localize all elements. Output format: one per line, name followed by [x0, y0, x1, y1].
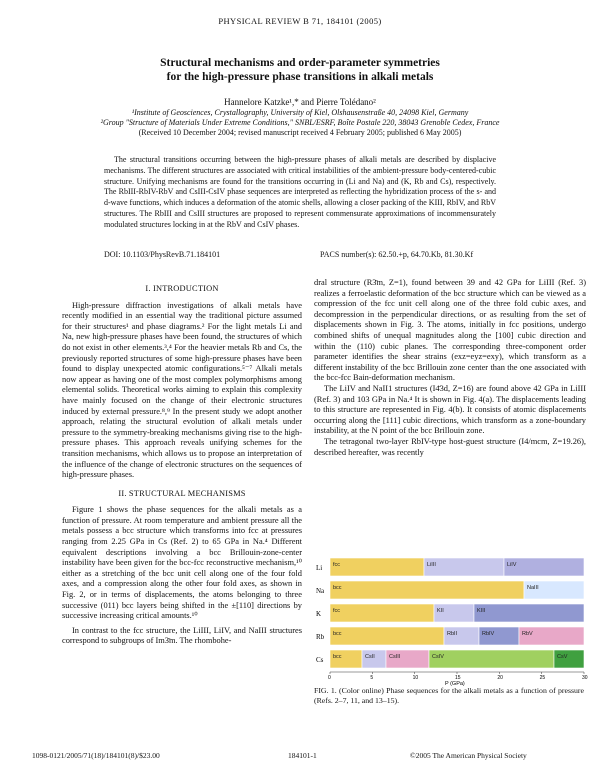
phase-label: KIII — [477, 608, 486, 614]
affiliation-2: ²Group "Structure of Materials Under Extreme Conditions," SNBL/ESRF, Boîte Postale 220, 38043 Grenoble Cedex, France — [100, 118, 500, 127]
phase-label: bcc — [333, 585, 342, 591]
section-heading-structural-mechanisms: II. STRUCTURAL MECHANISMS — [118, 488, 246, 498]
phase-bar — [330, 581, 524, 599]
title-line-2: for the high-pressure phase transitions in alkali metals — [166, 71, 434, 83]
authors: Hannelore Katzke¹,* and Pierre Tolédano² — [224, 97, 376, 107]
phase-label: bcc — [333, 654, 342, 660]
phase-label: CsII — [365, 654, 375, 660]
paragraph: dral structure (R3̄m, Z=1), found between 39 and 42 GPa for LiIII (Ref. 3) realizes a ferroelastic deformation of the bcc structure which can be viewed as a compression of the fcc unit cell along one of the three fold cubic axes, and decompression in the perpendicular directions, or as resulting from the set of displacements shown in Fig. 3. The atoms, initially in fcc positions, undergo combined shifts of unequal magnitudes along the [100] cubic direction and within the (110) cubic planes. The corresponding three-component order parameter identifies the shear strains (exz=eyz=exy), which transform as a different instability of the bcc Brillouin zone center than the one associated with the bcc-fcc Bain-deformation mechanism. — [314, 278, 586, 383]
right-column — [314, 278, 586, 458]
row-label: Li — [316, 564, 323, 572]
paragraph: In contrast to the fcc structure, the LiIII, LiIV, and NaIII structures correspond to subgroups of Im3̄m. The rhombohe- — [62, 625, 302, 646]
footer-copyright: ©2005 The American Physical Society — [410, 751, 527, 760]
paragraph: Figure 1 shows the phase sequences for the alkali metals as a function of pressure. At room temperature and ambient pressure all the metals possess a bcc structure which transforms into fcc at pressures ranging from 2.25 GPa in Cs (Ref. 2) to 65 GPa in Na.⁴ Different equivalent descriptions involving a bcc Brillouin-zone-center instability have been given for the bcc-fcc reconstructive mechanism,¹⁰ either as a stretching of the bcc unit cell along one of the four fold axes, and a compression along the other four fold axes, as shown in Fig. 2, or in terms of displacements, the atoms belonging to three successive (011) bcc layers being shifted in the ±[110] directions by successive increasing critical amounts.¹⁰ — [62, 505, 302, 621]
doi[interactable]: DOI: 10.1103/PhysRevB.71.184101 — [104, 250, 221, 259]
phase-bar — [330, 604, 434, 622]
title-line-1: Structural mechanisms and order-parameter symmetries — [160, 57, 440, 69]
figure-1-phase-diagram — [314, 552, 588, 687]
phase-label: CsIV — [432, 654, 444, 660]
phase-label: RbII — [447, 631, 458, 637]
phase-bar — [429, 650, 554, 668]
section-heading-introduction: I. INTRODUCTION — [145, 284, 219, 293]
phase-label: LiIV — [507, 562, 517, 568]
x-axis-label: P (GPa) — [445, 681, 465, 687]
phase-label: CsIII — [389, 654, 401, 660]
paragraph: The LiIV and NaII1 structures (I4̄3d, Z=16) are found above 42 GPa in LiIII (Ref. 3) and 103 GPa in Na.⁴ It is shown in Fig. 4(a). The displacements leading to this structure are represented in Fig. 4(b). It consists of atomic displacements occurring along the [111] cubic directions, which transform as a zone-boundary instability, at the N point of the bcc Brillouin zone. — [314, 383, 586, 436]
affiliation-1: ¹Institute of Geosciences, Crystallography, University of Kiel, Olshausenstraße 40, 24098 Kiel, Germany — [131, 108, 469, 117]
x-tick-label: 30 — [582, 675, 588, 681]
figure-1-caption: FIG. 1. (Color online) Phase sequences for the alkali metals as a function of pressure (Refs. 2–7, 11, and 13–15). — [314, 686, 584, 705]
phase-label: LiIII — [427, 562, 436, 568]
footer-page-number: 184101-1 — [288, 751, 317, 760]
row-label: Cs — [316, 656, 324, 664]
phase-label: NaIII — [527, 585, 539, 591]
phase-bar — [330, 627, 444, 645]
phase-label: KII — [437, 608, 444, 614]
row-label: Rb — [316, 633, 325, 641]
phase-label: fcc — [333, 562, 341, 568]
paragraph: The tetragonal two-layer RbIV-type host-guest structure (I4/mcm, Z=19.26), described hereafter, was recently — [314, 436, 586, 457]
left-column — [62, 278, 302, 647]
phase-label: CsV — [557, 654, 568, 660]
received-dates: (Received 10 December 2004; revised manuscript received 4 February 2005; published 6 May 2005) — [138, 128, 462, 137]
x-tick-label: 25 — [539, 675, 546, 681]
x-tick-label: 20 — [497, 675, 503, 681]
x-tick-label: 5 — [370, 675, 374, 681]
paper-title — [40, 56, 560, 84]
row-label: K — [316, 610, 322, 618]
phase-bar — [424, 558, 504, 576]
footer-issn: 1098-0121/2005/71(18)/184101(8)/$23.00 — [32, 751, 160, 760]
phase-label: fcc — [333, 608, 341, 614]
pacs-numbers: PACS number(s): 62.50.+p, 64.70.Kb, 81.30.Kf — [320, 250, 474, 259]
x-tick-label: 15 — [455, 675, 461, 681]
paragraph: High-pressure diffraction investigations of alkali metals have recently modified in an essential way the traditional picture assumed for their structures¹ and phase diagrams.² For the light metals Li and Na, new high-pressure phases have been found, the structures of which do not exist in other elements.³,⁴ For the heavier metals Rb and Cs, the previously reported structures of some high-pressure phases have been found to display unexpected atomic configurations.⁵⁻⁷ Alkali metals now appear as having one of the most complex polymorphisms among elemental solids. Theoretical works aiming to explain this complexity have mainly focused on the change of their electronic structures induced by external pressure.⁸,⁹ In the present study we adopt another approach, relating the structural evolution of alkali metals under pressure to the symmetry-breaking mechanisms giving rise to the high-pressure phases. This approach reveals unifying schemes for the transition mechanisms, which allows us to propose an interpretation of the influence of the change of electronic structures on the sequences of high-pressure phases. — [62, 300, 302, 480]
phase-label: bcc — [333, 631, 342, 637]
x-tick-label: 0 — [328, 675, 331, 681]
row-label: Na — [316, 587, 325, 595]
phase-bar — [474, 604, 584, 622]
phase-label: RbV — [522, 631, 533, 637]
phase-label: RbIV — [482, 631, 495, 637]
x-tick-label: 10 — [412, 675, 419, 681]
abstract: The structural transitions occurring between the high-pressure phases of alkali metals are described by displacive mechanisms. The different structures are associated with critical instabilities of the ambient-pressure body-centered-cubic structure. Unifying mechanisms are found for the transitions occurring in (Li and Na) and (K, Rb and Cs), respectively. The RbIII-RbIV-RbV and CsIII-CsIV phase sequences are interpreted as reflecting the hybridization process of the s- and d-wave functions, which induces a deformation of the atomic shells, allowing a closer packing of the KIII, RbIV, and RbV structures. The RbIII and CsIII structures are proposed to represent commensurate approximations of incommensurately modulated structures locking in at the RbV and CsIV phases. — [104, 155, 496, 229]
running-header: PHYSICAL REVIEW B 71, 184101 (2005) — [218, 16, 382, 26]
phase-bar — [330, 558, 424, 576]
